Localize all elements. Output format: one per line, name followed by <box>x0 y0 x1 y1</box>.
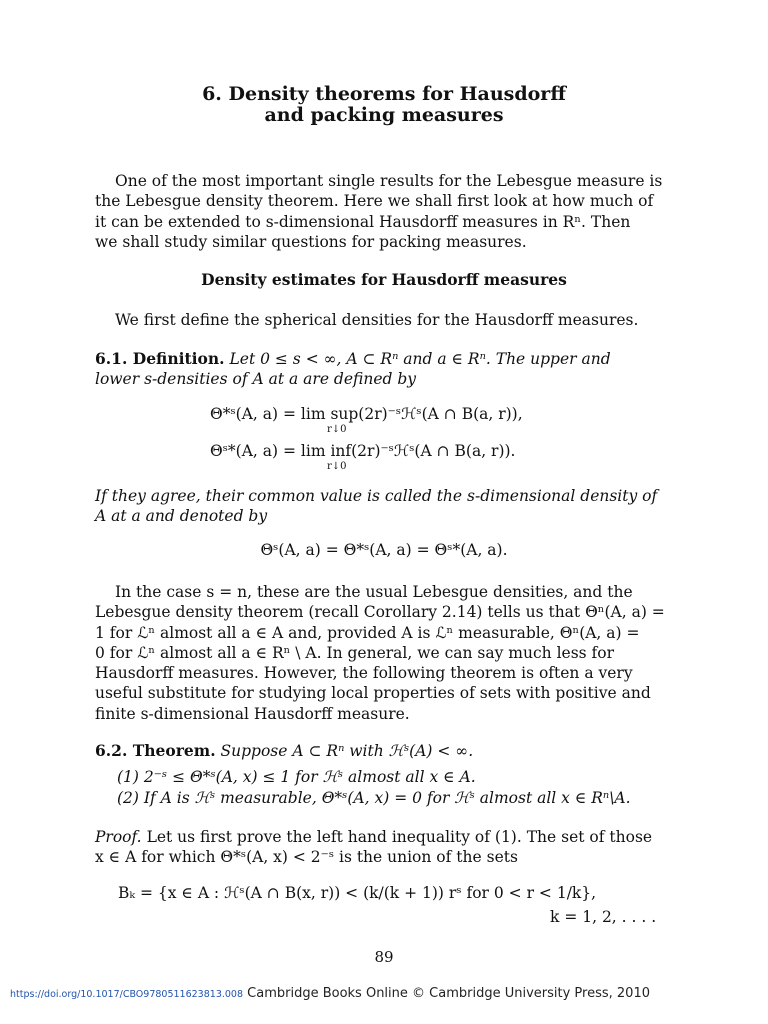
case-line: Hausdorff measures. However, the following theorem is often a very <box>95 664 633 683</box>
equation-lower-density: Θˢ*(A, a) = lim inf(2r)⁻ˢℋˢ(A ∩ B(a, r)). <box>210 442 516 460</box>
definition-block <box>95 349 675 390</box>
equation-k-range: k = 1, 2, . . . . <box>550 908 657 926</box>
theorem-heading <box>95 741 675 761</box>
limit-subscript: r↓0 <box>327 461 347 472</box>
section-heading: Density estimates for Hausdorff measures <box>201 270 567 289</box>
case-paragraph <box>95 582 675 724</box>
case-line: 0 for ℒⁿ almost all a ∈ Rⁿ \ A. In general, we can say much less for <box>95 643 615 662</box>
theorem-item-2: (2) If A is ℋˢ measurable, Θ*ˢ(A, x) = 0 for ℋˢ almost all x ∈ Rⁿ\A. <box>117 789 631 807</box>
intro-paragraph <box>95 171 675 252</box>
case-line: 1 for ℒⁿ almost all a ∈ A and, provided A is ℒⁿ measurable, Θⁿ(A, a) = <box>95 623 640 642</box>
theorem-statement: Suppose A ⊂ Rⁿ with ℋˢ(A) < ∞. <box>220 742 474 760</box>
theorem-label: 6.2. Theorem. <box>95 741 216 760</box>
proof-text: Let us first prove the left hand inequality of (1). The set of those <box>146 828 653 846</box>
chapter-title-line1: 6. Density theorems for Hausdorff <box>202 83 566 105</box>
case-line: useful substitute for studying local properties of sets with positive and <box>95 684 651 703</box>
agree-paragraph <box>95 486 675 527</box>
case-line: Lebesgue density theorem (recall Corollary 2.14) tells us that Θⁿ(A, a) = <box>95 603 665 622</box>
intro-line: we shall study similar questions for packing measures. <box>95 232 527 251</box>
footer <box>10 986 650 1001</box>
equation-density: Θˢ(A, a) = Θ*ˢ(A, a) = Θˢ*(A, a). <box>260 541 508 559</box>
intro-line: the Lebesgue density theorem. Here we shall first look at how much of <box>95 192 654 211</box>
proof-paragraph <box>95 827 675 868</box>
page-number: 89 <box>374 948 394 966</box>
case-line: finite s-dimensional Hausdorff measure. <box>95 704 410 723</box>
limit-subscript: r↓0 <box>327 424 347 435</box>
case-line: In the case s = n, these are the usual Lebesgue densities, and the <box>115 583 633 601</box>
equation-upper-density: Θ*ˢ(A, a) = lim sup(2r)⁻ˢℋˢ(A ∩ B(a, r)), <box>210 405 523 423</box>
definition-label: 6.1. Definition. <box>95 349 225 368</box>
theorem-item-1: (1) 2⁻ˢ ≤ Θ*ˢ(A, x) ≤ 1 for ℋˢ almost all x ∈ A. <box>117 768 476 786</box>
section-first-sentence: We first define the spherical densities for the Hausdorff measures. <box>115 311 639 329</box>
proof-text: x ∈ A for which Θ*ˢ(A, x) < 2⁻ˢ is the union of the sets <box>95 848 518 867</box>
doi-link[interactable]: https://doi.org/10.1017/CBO9780511623813.008 <box>10 989 244 1000</box>
proof-label: Proof. <box>95 828 142 846</box>
definition-text: Let 0 ≤ s < ∞, A ⊂ Rⁿ and a ∈ Rⁿ. The upper and <box>229 350 611 368</box>
chapter-title-line2: and packing measures <box>264 104 504 126</box>
agree-line: If they agree, their common value is called the s-dimensional density of <box>95 487 658 505</box>
intro-line: it can be extended to s-dimensional Hausdorff measures in Rⁿ. Then <box>95 212 631 231</box>
definition-text: lower s-densities of A at a are defined by <box>95 370 417 389</box>
footer-copyright: Cambridge Books Online © Cambridge University Press, 2010 <box>247 986 650 1001</box>
agree-line: A at a and denoted by <box>95 507 268 526</box>
equation-bk: Bₖ = {x ∈ A : ℋˢ(A ∩ B(x, r)) < (k/(k + 1)) rˢ for 0 < r < 1/k}, <box>118 884 597 902</box>
intro-line: One of the most important single results for the Lebesgue measure is <box>115 172 663 190</box>
